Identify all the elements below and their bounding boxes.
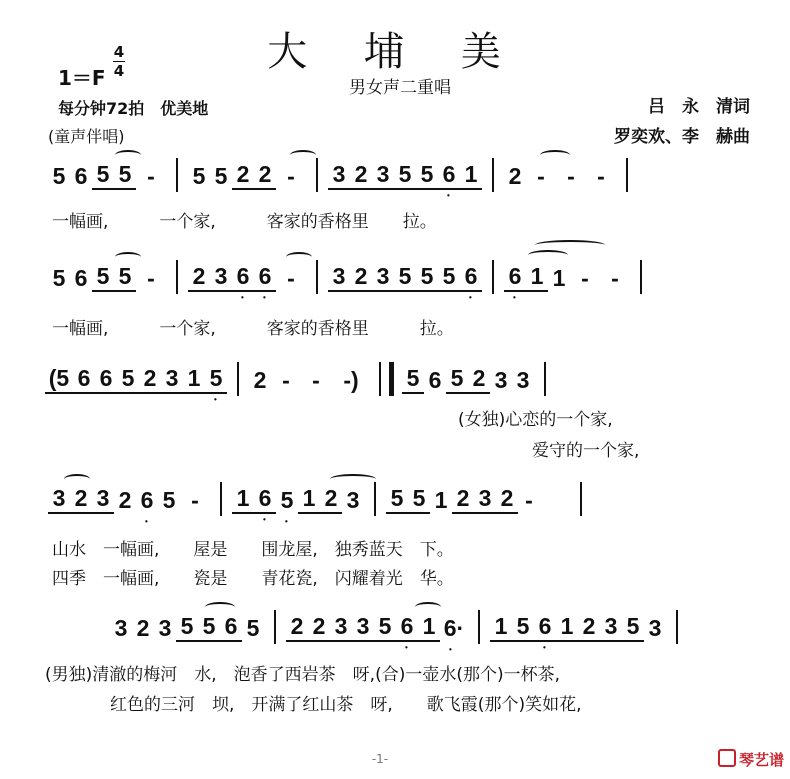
note: 3 [48, 485, 70, 514]
slur [115, 252, 141, 262]
note: 5 • [205, 365, 227, 394]
system-4-lyrics-1: 山水 一幅画, 屋是 围龙屋, 独秀蓝天 下。 [52, 540, 454, 560]
note: 3 [494, 367, 508, 393]
repeat-sign [379, 362, 394, 396]
note: 1 [183, 365, 205, 394]
dash: - [611, 265, 619, 291]
note: 5 [386, 485, 408, 514]
barline [220, 482, 222, 516]
composer-credit: 罗奕欢、李 赫曲 [614, 127, 750, 147]
note: 1 [526, 263, 548, 292]
note: 6 • [136, 487, 158, 514]
note: 2 [139, 365, 161, 394]
note: 2 [578, 613, 600, 642]
note: 3 [352, 613, 374, 642]
note: 2 [188, 263, 210, 292]
note: 3 [330, 613, 352, 642]
note: 2 [232, 161, 254, 190]
system-4-notes [48, 484, 592, 514]
note: 6 • [254, 263, 276, 292]
note: 6 • [534, 613, 556, 642]
barline [176, 260, 178, 294]
note: 5 [374, 613, 396, 642]
note: 3 [474, 485, 496, 514]
note: 2 [70, 485, 92, 514]
note: 6· • [440, 615, 468, 642]
note: - [525, 487, 533, 513]
note: 6 • [254, 485, 276, 514]
slur [205, 602, 235, 612]
note: 3 [600, 613, 622, 642]
note: 1 [552, 265, 566, 291]
barline [237, 362, 239, 396]
note: 6 • [438, 161, 460, 190]
note: 5 [52, 163, 66, 189]
note: 3 [161, 365, 183, 394]
note: 5 [402, 365, 424, 394]
note: 1 [298, 485, 320, 514]
slur [290, 150, 316, 160]
note: 6 [95, 365, 117, 394]
dash: - [147, 163, 155, 189]
brand-text: 琴艺谱 [739, 751, 785, 769]
dash: - [312, 367, 320, 393]
note: 3 [372, 263, 394, 292]
system-5-lyrics-1: (男独)清澈的梅河 水, 泡香了西岩茶 呀,(合)一壶水(那个)一杯茶, [45, 665, 561, 685]
note: 5 [92, 161, 114, 190]
dash: -) [343, 367, 359, 393]
barline [492, 260, 494, 294]
dash: - [287, 265, 295, 291]
note: 1 [460, 161, 482, 190]
note: (5 [45, 365, 73, 394]
note: 2 [308, 613, 330, 642]
note: 2 [136, 615, 150, 641]
note: 5 [114, 161, 136, 190]
slur [115, 150, 141, 160]
slur [330, 474, 376, 484]
note: 5 [622, 613, 644, 642]
slur [528, 250, 568, 260]
barline [374, 482, 376, 516]
note: 3 [158, 615, 172, 641]
note: 3 [516, 367, 530, 393]
accompaniment-note: (童声伴唱) [48, 127, 125, 146]
note: 2 [350, 161, 372, 190]
note: 5 • [276, 487, 298, 514]
note: 6 • [396, 613, 418, 642]
note: 1 [418, 613, 440, 642]
note: 5 [246, 615, 260, 641]
dash: - [147, 265, 155, 291]
note: 5 [92, 263, 114, 292]
note: 1 [232, 485, 254, 514]
system-3-lyrics-2: 爱守的一个家, [532, 441, 640, 461]
barline [274, 610, 276, 644]
time-signature [113, 44, 125, 79]
note: 3 [328, 263, 350, 292]
note: 5 [162, 487, 176, 513]
note: 1 [434, 487, 448, 513]
lyricist-credit: 吕 永 清词 [648, 97, 750, 117]
barline [544, 362, 546, 396]
slur [535, 240, 605, 250]
note: 6 • [232, 263, 254, 292]
note: 5 [214, 163, 228, 189]
system-5-notes [110, 612, 688, 642]
barline [478, 610, 480, 644]
dash: - [597, 163, 605, 189]
note: 5 [416, 161, 438, 190]
tempo-marking: 每分钟72拍 优美地 [58, 99, 209, 118]
note: 1 [490, 613, 512, 642]
note: 5 [408, 485, 430, 514]
barline [316, 260, 318, 294]
system-3-lyrics-1: (女独)心恋的一个家, [458, 410, 613, 430]
song-title: 大 埔 美 [267, 29, 523, 75]
system-2-lyrics: 一幅画, 一个家, 客家的香格里 拉。 [52, 319, 454, 339]
dash: - [282, 367, 290, 393]
note: 6 [220, 613, 242, 642]
note: 2 [350, 263, 372, 292]
note: 2 [452, 485, 474, 514]
system-2-notes [48, 262, 652, 292]
dash: - [287, 163, 295, 189]
barline [580, 482, 582, 516]
system-4-lyrics-2: 四季 一幅画, 瓷是 青花瓷, 闪耀着光 华。 [52, 569, 454, 589]
note: 6 • [460, 263, 482, 292]
logo-icon [718, 749, 736, 767]
barline [316, 158, 318, 192]
note: 3 [328, 161, 350, 190]
note: 5 [438, 263, 460, 292]
time-signature-top: 4 [113, 43, 125, 61]
system-3-notes [45, 364, 556, 394]
note: 3 [346, 487, 360, 513]
note: 6 [74, 163, 88, 189]
note: 5 [52, 265, 66, 291]
note: 5 [394, 161, 416, 190]
slur [540, 150, 570, 160]
barline [640, 260, 642, 294]
note: 5 [114, 263, 136, 292]
note: 3 [210, 263, 232, 292]
song-subtitle: 男女声二重唱 [349, 78, 451, 98]
slur [415, 602, 441, 612]
note: 5 [176, 613, 198, 642]
barline [676, 610, 678, 644]
note: 5 [198, 613, 220, 642]
note: 5 [446, 365, 468, 394]
time-signature-bottom: 4 [113, 62, 125, 80]
slur [64, 474, 90, 484]
barline [492, 158, 494, 192]
note: 6 • [504, 263, 526, 292]
note: 5 [416, 263, 438, 292]
note: 2 [468, 365, 490, 394]
slur [286, 252, 312, 262]
note: 5 [512, 613, 534, 642]
note: 2 [253, 367, 267, 393]
note: 6 [428, 367, 442, 393]
note: 3 [372, 161, 394, 190]
note: 3 [92, 485, 114, 514]
note: 6 [73, 365, 95, 394]
system-1-notes [48, 160, 638, 190]
dash: - [567, 163, 575, 189]
dash: - [581, 265, 589, 291]
note: 1 [556, 613, 578, 642]
brand-logo [718, 749, 784, 770]
note: 5 [117, 365, 139, 394]
key-signature: 1＝F [58, 66, 106, 90]
dash: - [191, 487, 199, 513]
barline [626, 158, 628, 192]
system-1-lyrics: 一幅画, 一个家, 客家的香格里 拉。 [52, 212, 437, 232]
note: 2 [286, 613, 308, 642]
note: 2 [254, 161, 276, 190]
dash: - [537, 163, 545, 189]
note: 2 [320, 485, 342, 514]
note: 5 [192, 163, 206, 189]
note: 6 [74, 265, 88, 291]
barline [176, 158, 178, 192]
page-number: -1- [371, 752, 389, 766]
note: 2 [496, 485, 518, 514]
note: 3 [648, 615, 662, 641]
system-5-lyrics-2: 红色的三河 坝, 开满了红山茶 呀, 歌飞霞(那个)笑如花, [110, 695, 582, 715]
note: 3 [114, 615, 128, 641]
note: 5 [394, 263, 416, 292]
note: 2 [508, 163, 522, 189]
note: 2 [118, 487, 132, 513]
